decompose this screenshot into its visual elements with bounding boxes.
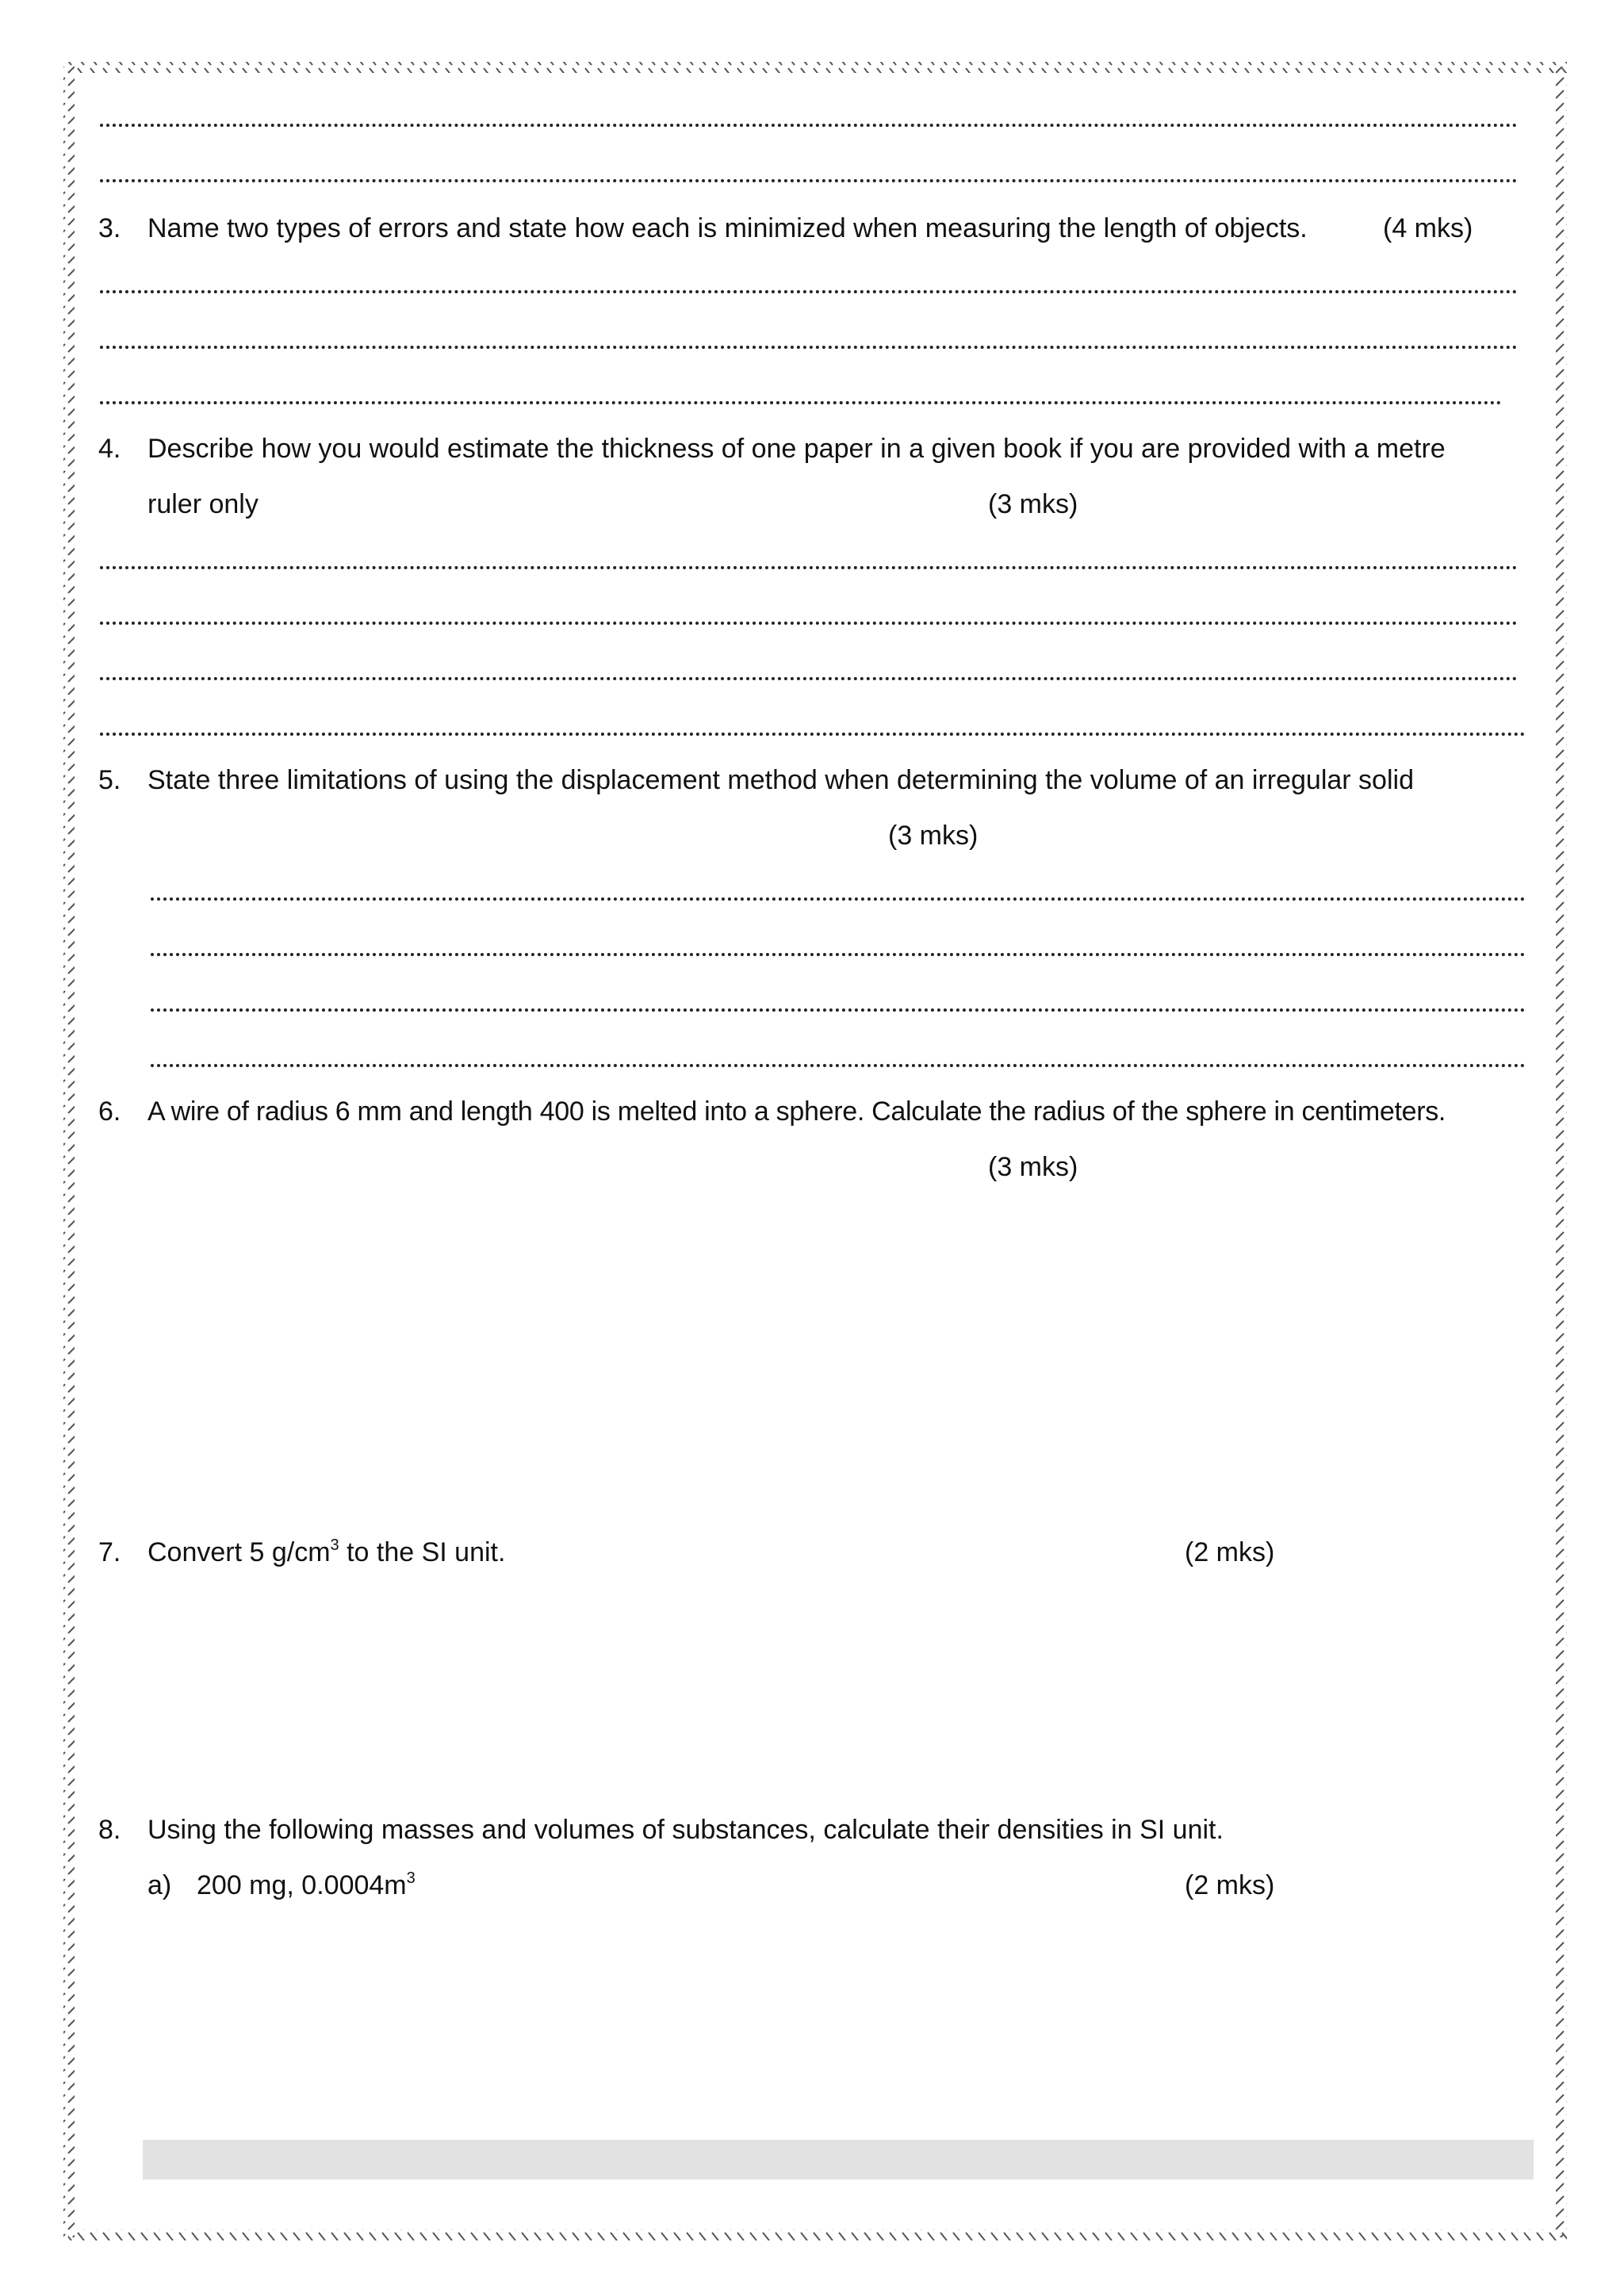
question-text: Describe how you would estimate the thickness of one paper in a given book if you are provided with a metre: [147, 434, 1446, 464]
question-text-continuation: ruler only: [147, 489, 259, 519]
superscript: 3: [406, 1869, 416, 1887]
question-text: State three limitations of using the displacement method when determining the volume of an irregular solid: [147, 765, 1414, 795]
question-text-part: to the SI unit.: [339, 1537, 506, 1567]
answer-line[interactable]: [100, 290, 1518, 293]
answer-line[interactable]: [100, 179, 1518, 182]
footer-bar: [143, 2140, 1534, 2179]
marks-label: (3 mks): [888, 821, 979, 851]
answer-line[interactable]: [151, 1008, 1526, 1012]
question-number: 7.: [98, 1537, 121, 1567]
marks-label: (3 mks): [988, 1152, 1078, 1182]
subquestion-text: [197, 1869, 416, 1901]
answer-line[interactable]: [100, 566, 1518, 569]
answer-line[interactable]: [100, 124, 1518, 127]
marks-label: (3 mks): [988, 489, 1078, 519]
answer-line[interactable]: [100, 733, 1526, 736]
question-text-part: Convert 5 g/cm: [147, 1537, 331, 1567]
answer-line[interactable]: [100, 401, 1502, 404]
answer-line[interactable]: [151, 953, 1526, 956]
superscript: 3: [330, 1536, 339, 1554]
subquestion-text-part: 200 mg, 0.0004m: [197, 1870, 407, 1900]
marks-label: (2 mks): [1185, 1870, 1275, 1900]
subquestion-label: a): [147, 1870, 172, 1900]
question-number: 6.: [98, 1096, 121, 1127]
answer-line[interactable]: [151, 1064, 1526, 1067]
answer-line[interactable]: [100, 346, 1518, 349]
question-text: Using the following masses and volumes of substances, calculate their densities in SI unit.: [147, 1815, 1224, 1845]
answer-line[interactable]: [100, 622, 1518, 625]
marks-label: (2 mks): [1185, 1537, 1275, 1567]
marks-label: (4 mks): [1383, 213, 1473, 243]
question-number: 5.: [98, 765, 121, 795]
question-text: [147, 1536, 505, 1568]
question-text: A wire of radius 6 mm and length 400 is melted into a sphere. Calculate the radius of the sphere in centimeters.: [147, 1096, 1446, 1127]
answer-line[interactable]: [151, 897, 1526, 901]
answer-line[interactable]: [100, 677, 1518, 680]
question-text: Name two types of errors and state how each is minimized when measuring the length of objects.: [147, 213, 1308, 243]
question-number: 8.: [98, 1815, 121, 1845]
question-number: 4.: [98, 434, 121, 464]
question-number: 3.: [98, 213, 121, 243]
